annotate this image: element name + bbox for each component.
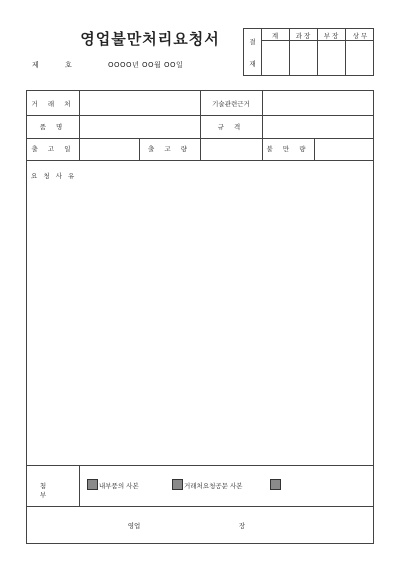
complaint-form xyxy=(26,90,374,544)
ship-qty-label: 출 고 량 xyxy=(148,145,191,153)
approval-box xyxy=(243,28,374,76)
client-label: 거 래 처 xyxy=(31,100,75,108)
attach-label: 첨 부 xyxy=(39,482,67,499)
col-line xyxy=(79,465,80,506)
attach-option-internal: 내부품의 사본 xyxy=(99,482,139,490)
tech-basis-label: 기술관련근거 xyxy=(212,100,250,108)
approval-header-line xyxy=(261,40,373,41)
approval-col-staff: 계 xyxy=(271,32,279,40)
attach-checkbox-internal[interactable] xyxy=(87,479,98,490)
spec-label: 규 격 xyxy=(217,123,245,131)
attach-checkbox-client[interactable] xyxy=(172,479,183,490)
attach-checkbox-extra[interactable] xyxy=(270,479,281,490)
defect-qty-label: 불 만 량 xyxy=(266,145,310,153)
approval-col-executive: 상 무 xyxy=(352,32,368,40)
ship-date-label: 출 고 일 xyxy=(31,145,75,153)
approval-col-director: 부 장 xyxy=(323,32,339,40)
approval-side-label-top: 결 xyxy=(249,38,256,46)
row-line xyxy=(27,160,373,161)
item-name-label: 품 명 xyxy=(39,123,67,131)
footer-head: 장 xyxy=(238,522,246,530)
document-title: 영업불만처리요청서 xyxy=(80,30,220,48)
doc-number-label: 제 호 xyxy=(32,61,84,69)
footer-dept: 영업 xyxy=(127,522,141,530)
col-line xyxy=(79,91,80,160)
col-line xyxy=(314,138,315,160)
doc-date-value: OOOO년 OO월 OO일 xyxy=(108,61,184,69)
approval-side-label-bottom: 재 xyxy=(249,60,256,68)
reason-label: 요 청 사 유 xyxy=(31,172,77,180)
row-line xyxy=(27,506,373,507)
approval-col-manager: 과 장 xyxy=(295,32,311,40)
attach-option-client: 거래처요청공문 사본 xyxy=(184,482,243,490)
